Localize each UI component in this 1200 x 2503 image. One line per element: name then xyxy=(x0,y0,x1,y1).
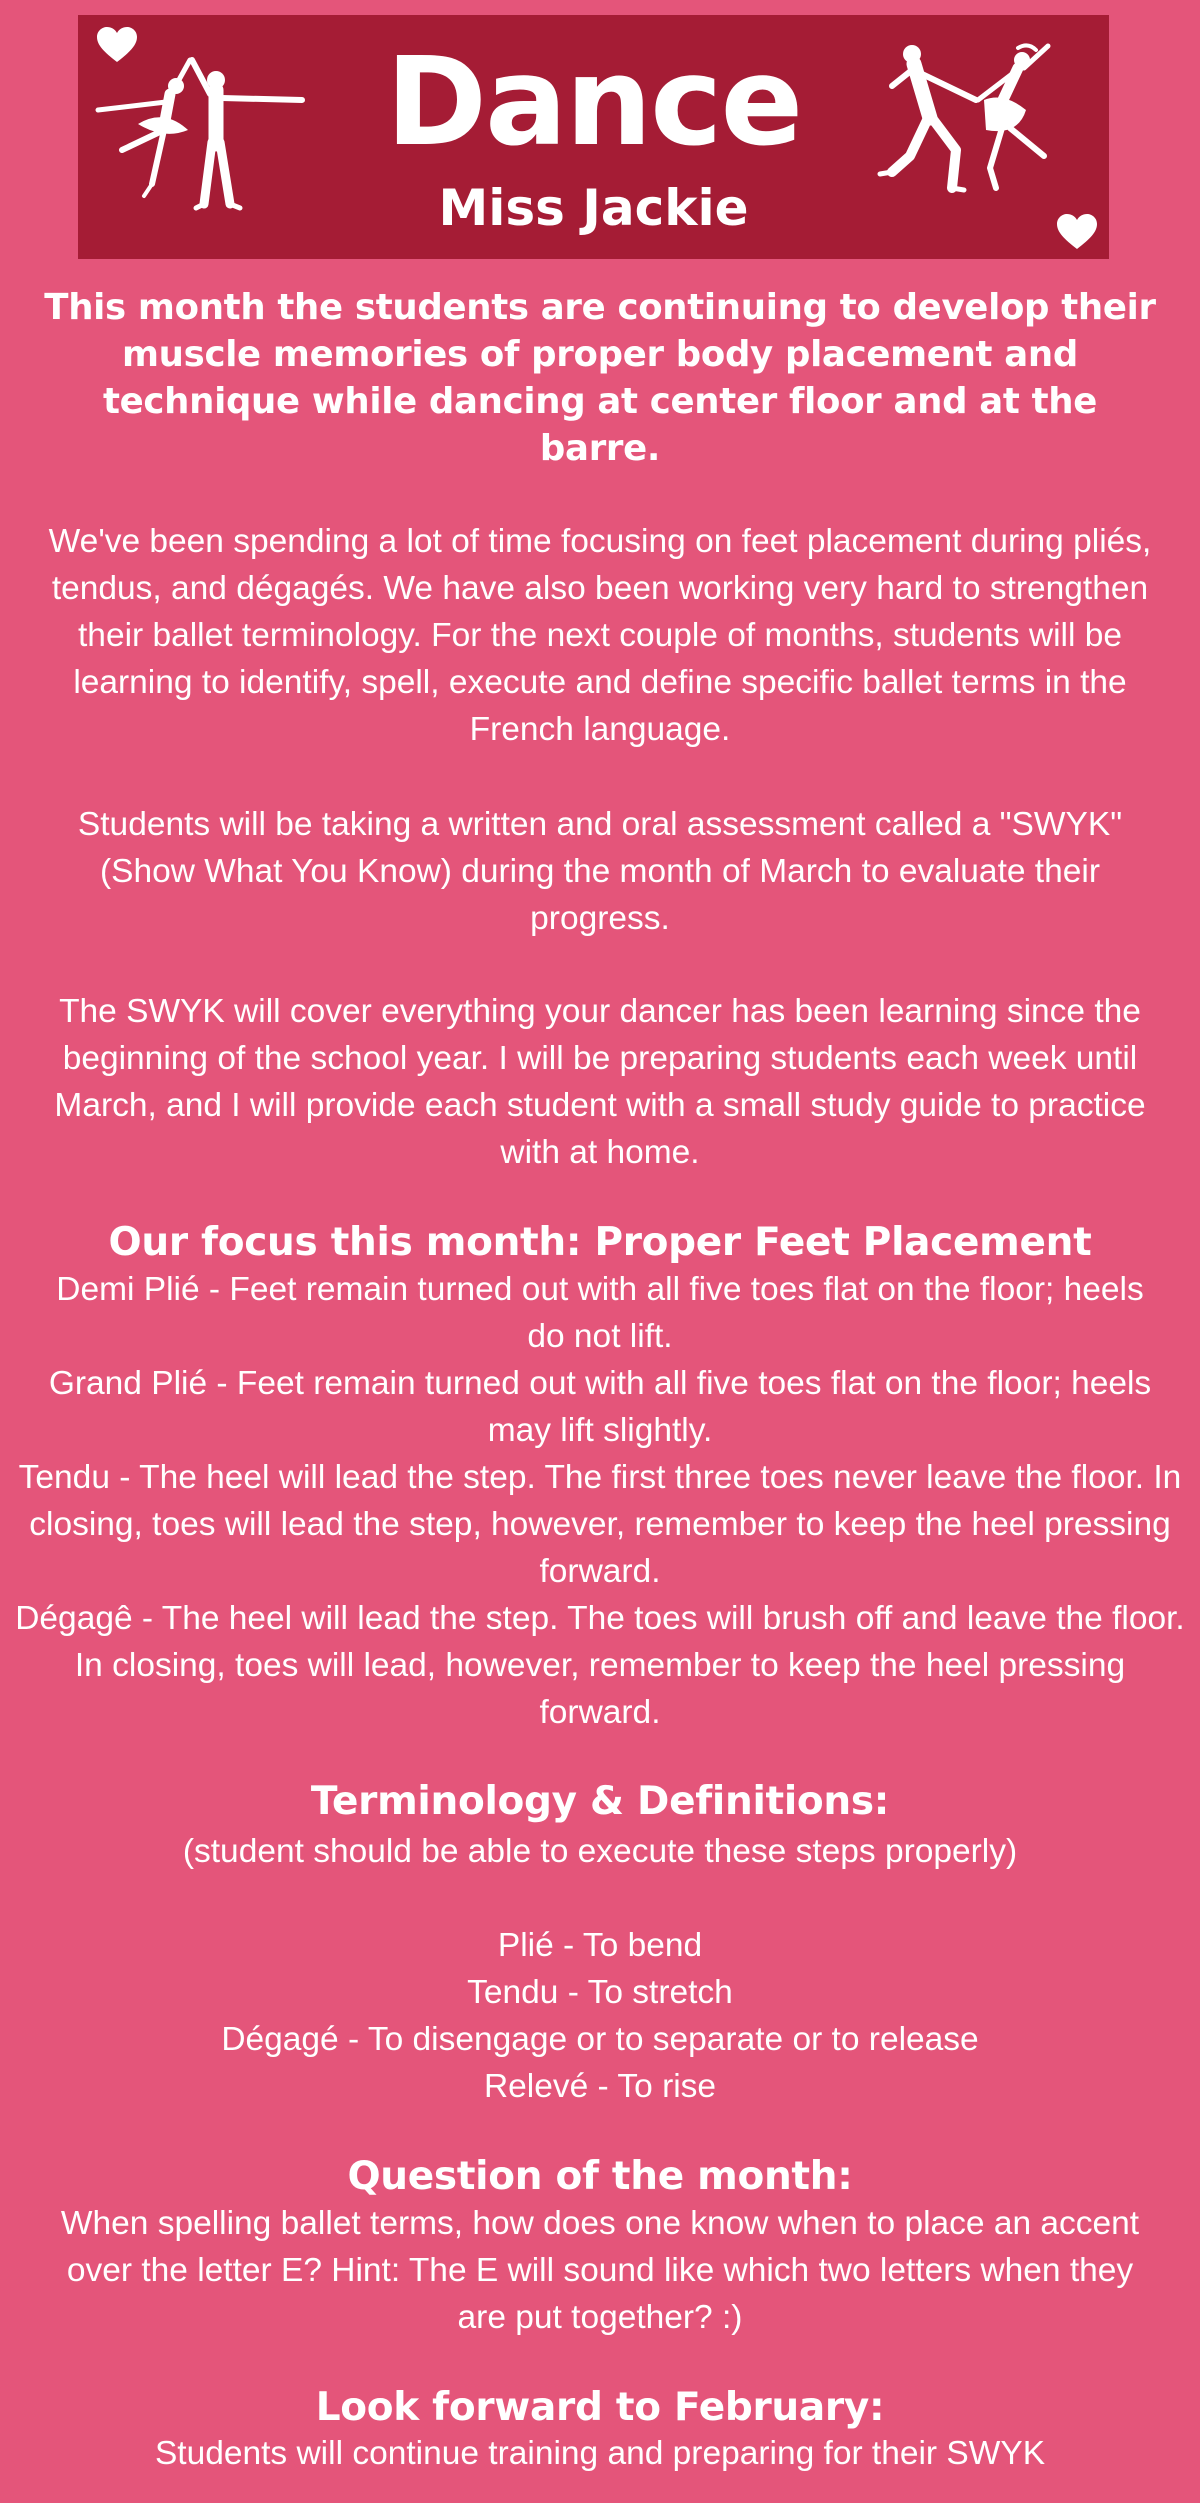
focus-item: Demi Plié - Feet remain turned out with all five toes flat on the floor; heels do not lift. xyxy=(56,1271,1144,1355)
focus-heading: Our focus this month: Proper Feet Placement xyxy=(108,1220,1092,1265)
term-item: Relevé - To rise xyxy=(483,2068,717,2105)
question-text: When spelling ballet terms, how does one know when to place an accent over the letter E? Hint: The E will sound like which two letters when they are put together? :) xyxy=(60,2205,1140,2336)
february-heading: Look forward to February: xyxy=(315,2385,885,2430)
intro-line: This month the students are continuing to develop their muscle memories of proper body placement and technique while dancing at center floor and at the barre. xyxy=(44,287,1156,469)
focus-item: Tendu - The heel will lead the step. The first three toes never leave the floor. In closing, toes will lead the step, however, remember to keep the heel pressing forward. xyxy=(18,1459,1182,1590)
terminology-heading: Terminology & Definitions: xyxy=(310,1779,890,1824)
question-heading: Question of the month: xyxy=(347,2154,853,2199)
page-title: Dance xyxy=(385,31,802,173)
focus-item: Dégagê - The heel will lead the step. The toes will brush off and leave the floor. In closing, toes will lead, however, remember to keep the heel pressing forward. xyxy=(15,1600,1185,1731)
term-item: Dégagé - To disengage or to separate or to release xyxy=(221,2021,979,2058)
february-text: Students will continue training and preparing for their SWYK xyxy=(154,2435,1046,2472)
heart-icon xyxy=(1056,213,1098,251)
ballet-dancers-silhouette xyxy=(92,54,318,214)
terminology-section xyxy=(10,1828,1190,2110)
focus-item: Grand Plié - Feet remain turned out with all five toes flat on the floor; heels may lift slightly. xyxy=(48,1365,1152,1449)
paragraph: The SWYK will cover everything your dancer has been learning since the beginning of the school year. I will be preparing students each week until March, and I will provide each student with a small study guide to practice with at home. xyxy=(54,993,1146,1171)
focus-list xyxy=(10,1266,1190,1736)
term-item: Tendu - To stretch xyxy=(467,1974,733,2011)
intro-text xyxy=(10,284,1190,472)
paragraph: We've been spending a lot of time focusing on feet placement during pliés, tendus, and dégagés. We have also been working very hard to strengthen their ballet terminology. For the next couple of months, students will be learning to identify, spell, execute and define specific ballet terms in the French language. xyxy=(48,523,1152,748)
paragraph: Students will be taking a written and oral assessment called a "SWYK" (Show What You Know) during the month of March to evaluate their progress. xyxy=(77,806,1123,937)
swing-dancers-silhouette xyxy=(872,40,1062,200)
term-item: Plié - To bend xyxy=(497,1927,703,1964)
page-subtitle: Miss Jackie xyxy=(438,179,749,237)
terminology-note: (student should be able to execute these steps properly) xyxy=(182,1833,1018,1870)
